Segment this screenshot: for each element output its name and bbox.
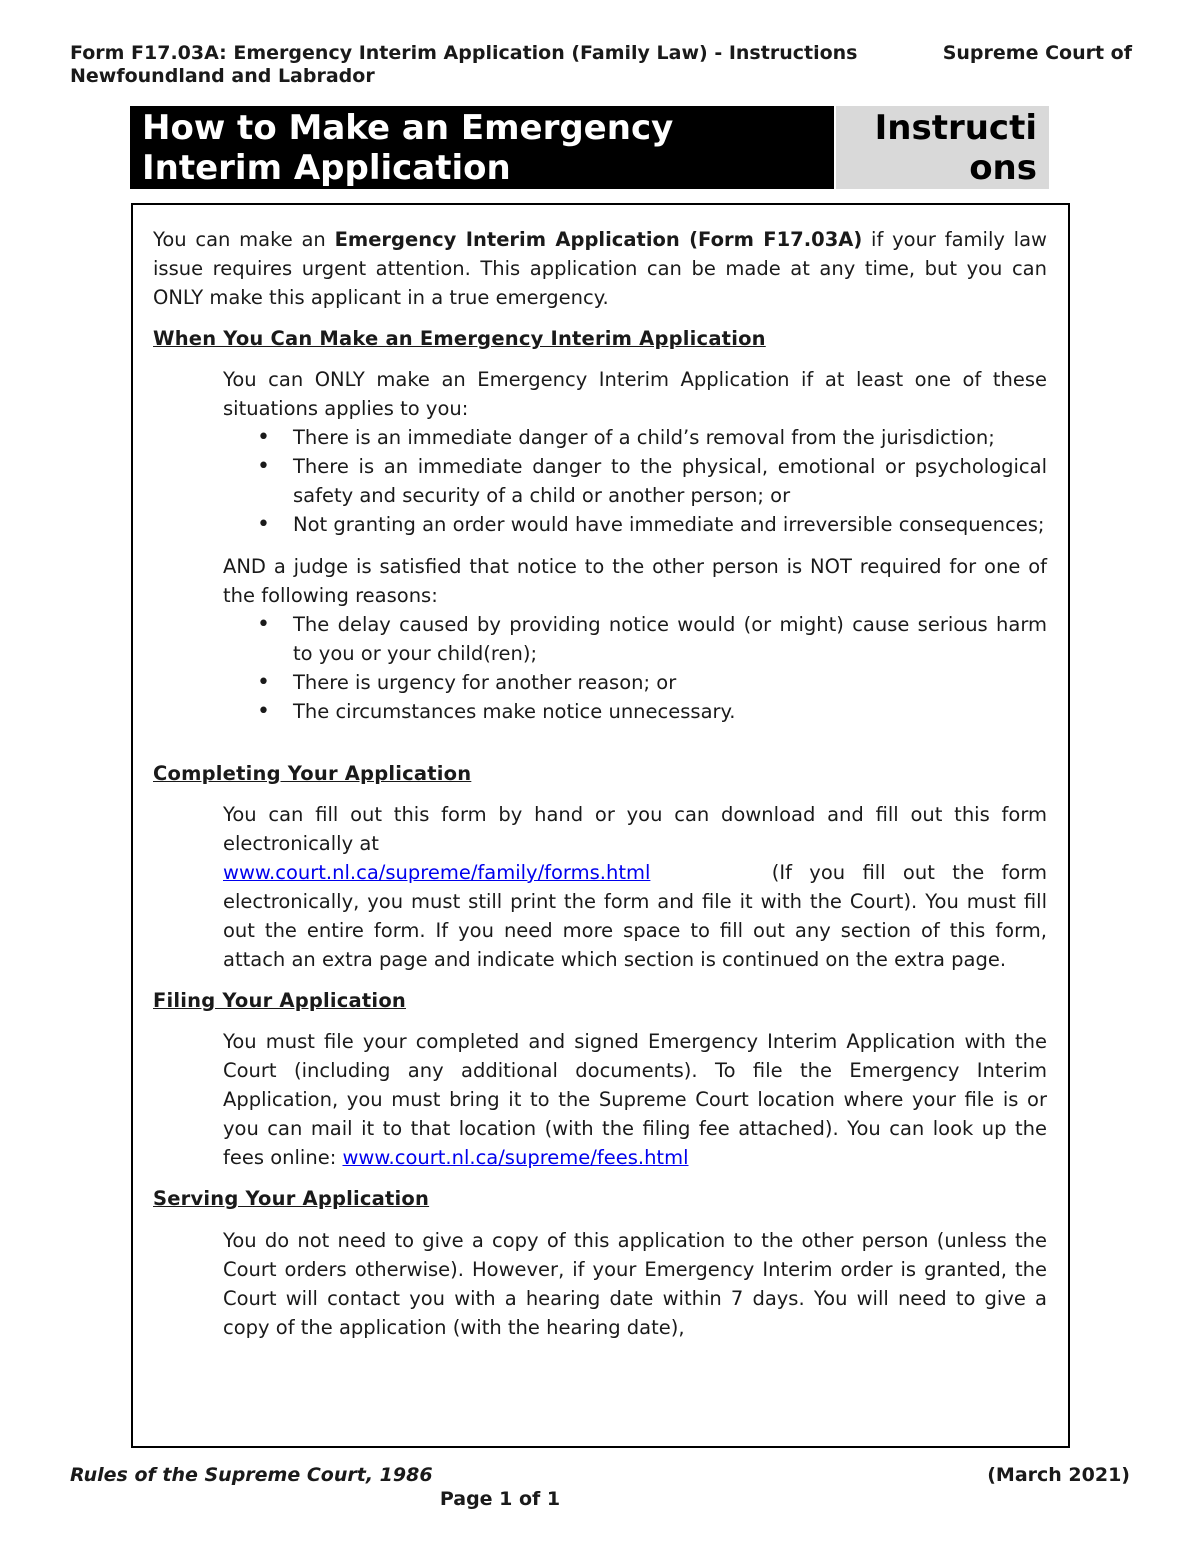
situations-list [153, 423, 1047, 539]
reasons-list [153, 610, 1047, 726]
forms-link[interactable]: www.court.nl.ca/supreme/family/forms.html [223, 861, 651, 884]
when-lead: You can ONLY make an Emergency Interim Application if at least one of these situations applies to you: [223, 368, 1047, 420]
page-title-line1: How to Make an Emergency [142, 108, 674, 148]
running-header [70, 42, 1132, 88]
list-item: • The delay caused by providing notice would (or might) cause serious harm to you or your child(ren); [223, 610, 1047, 668]
notice-lead: AND a judge is satisfied that notice to the other person is NOT required for one of the following reasons: [223, 555, 1047, 607]
page-title-line2: Interim Application [142, 148, 511, 188]
completing-text: You can fill out this form by hand or you can download and fill out this form electronically at www.court.nl.ca/supreme/family/forms.html (If you fill out the form electronically, you must still print the form and file it with the Court). You must fill out the entire form. If you need more space to fill out any section of this form, attach an extra page and indicate which section is continued on the extra page. [223, 803, 1047, 971]
page-title [130, 106, 834, 189]
intro-paragraph: You can make an Emergency Interim Application (Form F17.03A) if your family law issue requires urgent attention. This application can be made at any time, but you can ONLY make this applicant in a true emergency. [153, 228, 1047, 309]
serving-heading: Serving Your Application [153, 1187, 430, 1210]
footer-rules: Rules of the Supreme Court, 1986 [70, 1464, 433, 1486]
instructions-box [131, 203, 1070, 1448]
list-item: • There is an immediate danger of a child’s removal from the jurisdiction; [223, 423, 1047, 452]
filing-text: You must file your completed and signed Emergency Interim Application with the Court (including any additional documents). To file the Emergency Interim Application, you must bring it to the Supreme Court location where your file is or you can mail it to that location (with the filing fee attached). You can look up the fees online: www.court.nl.ca/supreme/fees.html [223, 1030, 1047, 1169]
header-province: Newfoundland and Labrador [70, 65, 375, 87]
list-item: • The circumstances make notice unnecessary. [223, 697, 1047, 726]
fees-link[interactable]: www.court.nl.ca/supreme/fees.html [342, 1146, 689, 1169]
serving-text: You do not need to give a copy of this application to the other person (unless the Court orders otherwise). However, if your Emergency Interim order is granted, the Court will contact you with a hearing date within 7 days. You will need to give a copy of the application (with the hearing date), [223, 1229, 1047, 1339]
title-banner [130, 106, 1049, 189]
form-name: Emergency Interim Application (Form F17.03A) [334, 228, 863, 251]
completing-heading: Completing Your Application [153, 762, 472, 785]
instructions-tag-line2: ons [969, 148, 1037, 188]
instructions-tag-line1: Instructi [874, 108, 1037, 148]
filing-heading: Filing Your Application [153, 989, 406, 1012]
instructions-tag [836, 106, 1049, 189]
header-form-title: Form F17.03A: Emergency Interim Application (Family Law) - Instructions [70, 42, 858, 64]
when-heading: When You Can Make an Emergency Interim Application [153, 327, 766, 350]
list-item: • There is urgency for another reason; or [223, 668, 1047, 697]
list-item: • There is an immediate danger to the physical, emotional or psychological safety and security of a child or another person; or [223, 452, 1047, 510]
footer-date: (March 2021) [987, 1464, 1130, 1486]
header-court: Supreme Court of [942, 42, 1132, 64]
page-number: Page 1 of 1 [439, 1488, 561, 1510]
list-item: • Not granting an order would have immediate and irreversible consequences; [223, 510, 1047, 539]
